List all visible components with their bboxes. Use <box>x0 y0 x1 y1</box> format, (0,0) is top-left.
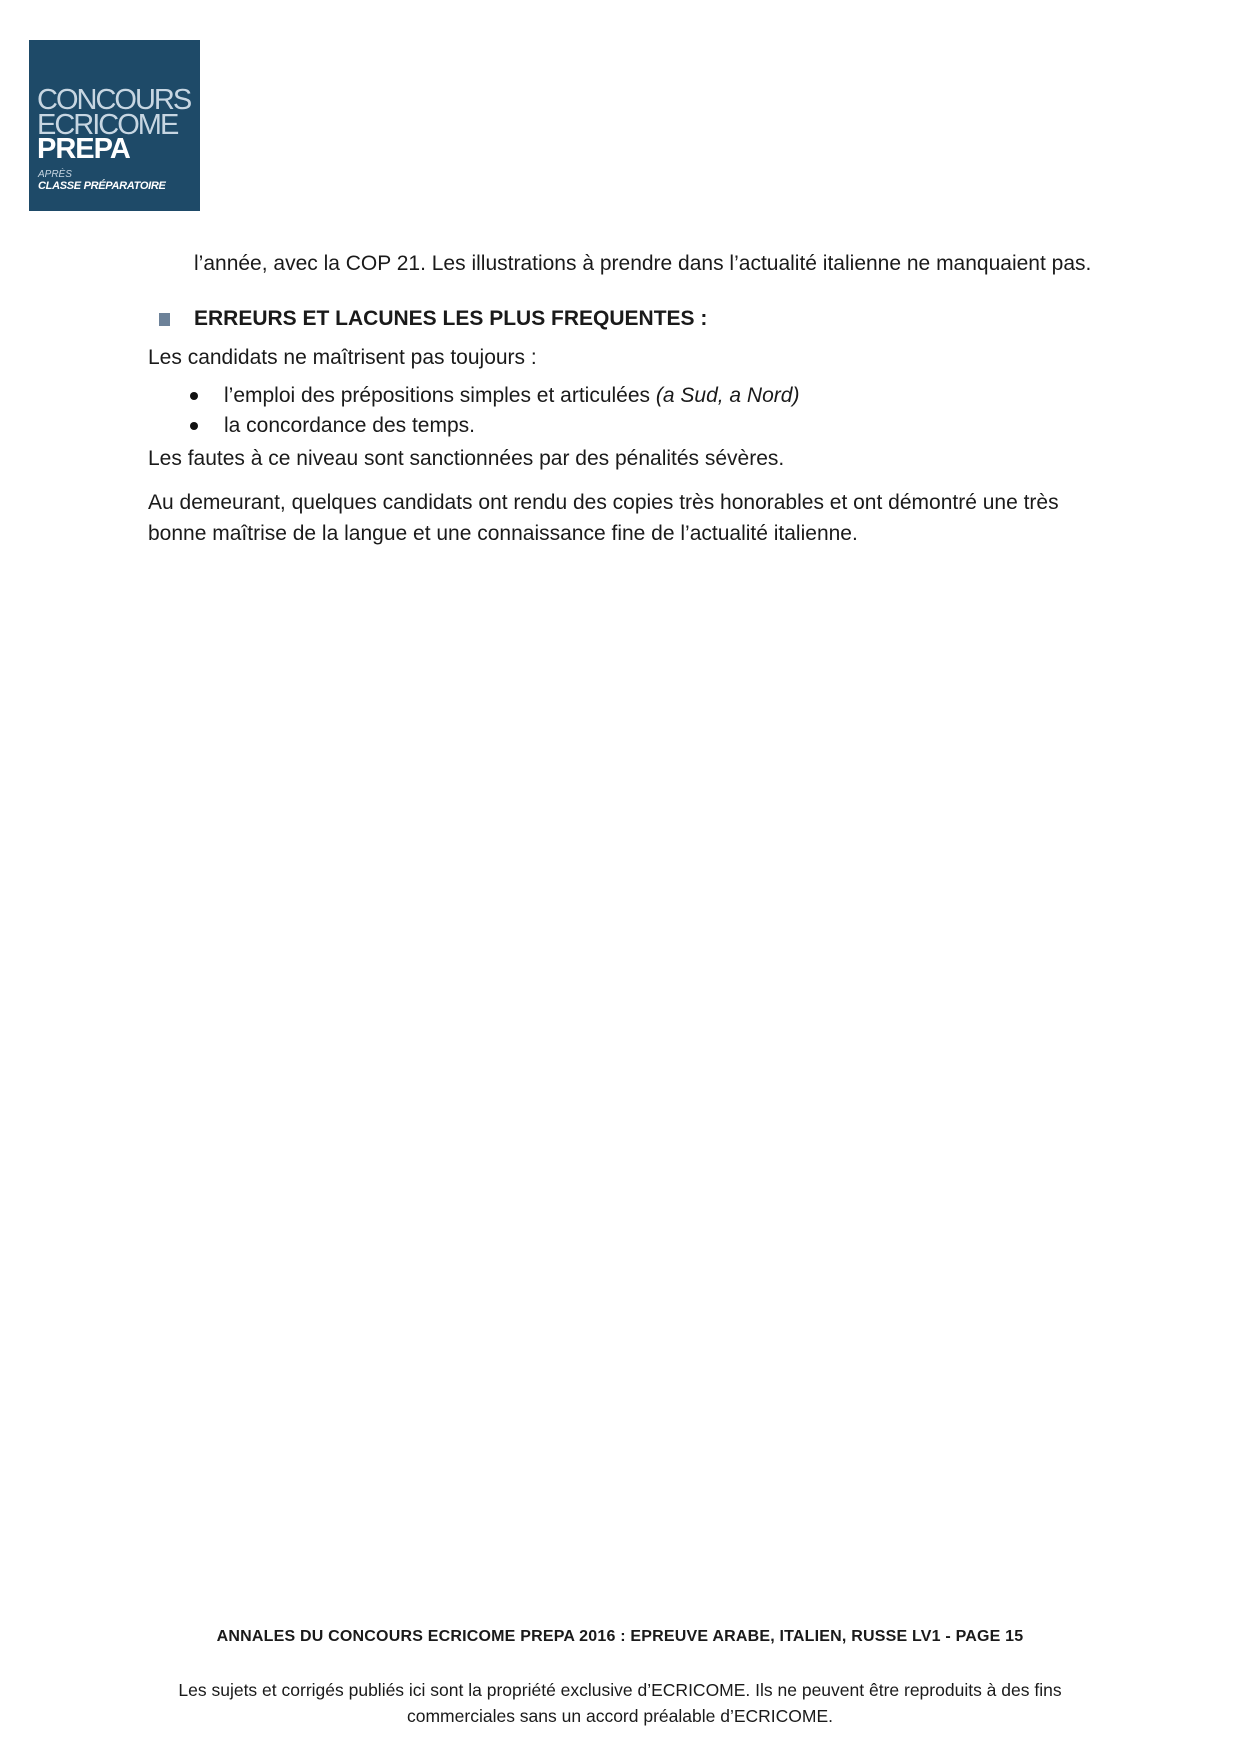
penalty-paragraph: Les fautes à ce niveau sont sanctionnées par des pénalités sévères. <box>148 447 785 470</box>
footer-copyright-note: Les sujets et corrigés publiés ici sont la propriété exclusive d’ECRICOME. Ils ne peuvent être reproduits à des fins commerciales sans un accord préalable d’ECRICOME. <box>178 1680 1062 1726</box>
list-item <box>148 411 1098 441</box>
logo-line-apres: APRÈS <box>38 169 72 180</box>
footer-title: ANNALES DU CONCOURS ECRICOME PREPA 2016 : EPREUVE ARABE, ITALIEN, RUSSE LV1 - PAGE 15 <box>216 1628 1024 1645</box>
bullet-dot-icon <box>190 422 198 430</box>
logo-line-prepa: PREPA <box>37 133 130 165</box>
list-item-text: la concordance des temps. <box>224 414 475 437</box>
logo-line-ecricome: ECRICOME <box>37 109 178 141</box>
list-item-text: l’emploi des prépositions simples et articulées <box>224 384 656 407</box>
ecricome-logo <box>29 40 200 211</box>
bullet-dot-icon <box>190 392 198 400</box>
section-heading <box>194 303 1098 334</box>
closing-paragraph: Au demeurant, quelques candidats ont rendu des copies très honorables et ont démontré une très bonne maîtrise de la langue et une connaissance fine de l’actualité italienne. <box>148 491 1059 545</box>
page-body <box>148 248 1098 549</box>
logo-line-concours: CONCOURS <box>37 84 191 116</box>
intro-paragraph: Les candidats ne maîtrisent pas toujours : <box>148 346 537 369</box>
list-item-example: (a Sud, a Nord) <box>655 384 800 407</box>
list-item <box>148 381 1098 411</box>
logo-line-classe-preparatoire: CLASSE PRÉPARATOIRE <box>38 180 166 192</box>
continuation-paragraph: l’année, avec la COP 21. Les illustrations à prendre dans l’actualité italienne ne manquaient pas. <box>194 252 1092 275</box>
section-heading-text: ERREURS ET LACUNES LES PLUS FREQUENTES : <box>194 307 708 330</box>
square-bullet-icon <box>159 313 170 326</box>
error-list <box>148 381 1098 441</box>
